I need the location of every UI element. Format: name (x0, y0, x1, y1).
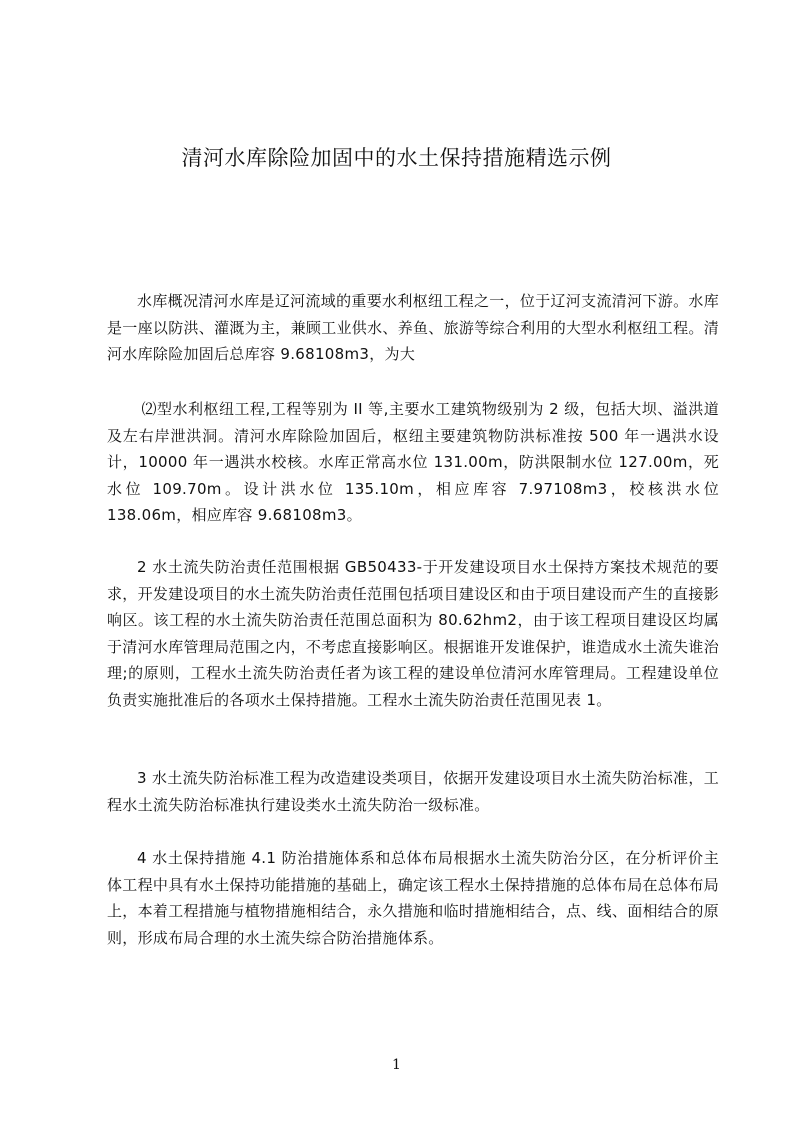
paragraph-responsibility-scope: 2 水土流失防治责任范围根据 GB50433-于开发建设项目水土保持方案技术规范的要求，开发建设项目的水土流失防治责任范围包括项目建设区和由于项目建设而产生的直接影响区。该工程的水土流失防治责任范围总面积为 80.62hm2，由于该工程项目建设区均属于清河水库管理局范围之内，不考虑直接影响区。根据谁开发谁保护，谁造成水土流失谁治理;的原则，工程水土流失防治责任者为该工程的建设单位清河水库管理局。工程建设单位负责实施批准后的各项水土保持措施。工程水土流失防治责任范围见表 1。 (107, 558, 720, 709)
paragraph-reservoir-overview: 水库概况清河水库是辽河流域的重要水利枢纽工程之一，位于辽河支流清河下游。水库是一座以防洪、灌溉为主，兼顾工业供水、养鱼、旅游等综合利用的大型水利枢纽工程。清河水库除险加固后总库容 9.68108m3，为大 (107, 292, 720, 363)
paragraph-conservation-measures: 4 水土保持措施 4.1 防治措施体系和总体布局根据水土流失防治分区，在分析评价主体工程中具有水土保持功能措施的基础上，确定该工程水土保持措施的总体布局在总体布局上，本着工程措施与植物措施相结合，永久措施和临时措施相结合，点、线、面相结合的原则，形成布局合理的水土流失综合防治措施体系。 (107, 849, 720, 947)
paragraph-project-grade: ⑵型水利枢纽工程,工程等别为 II 等,主要水工建筑物级别为 2 级，包括大坝、溢洪道及左右岸泄洪洞。清河水库除险加固后，枢纽主要建筑物防洪标准按 500 年一遇洪水设计，10000 年一遇洪水校核。水库正常高水位 131.00m，防洪限制水位 127.00m，死水位 109.70m。设计洪水位 135.10m，相应库容 7.97108m3，校核洪水位 138.06m，相应库容 9.68108m3。 (107, 400, 719, 524)
paragraph-prevention-standard: 3 水土流失防治标准工程为改造建设类项目，依据开发建设项目水土流失防治标准，工程水土流失防治标准执行建设类水土流失防治一级标准。 (107, 769, 719, 814)
document-title: 清河水库除险加固中的水土保持措施精选示例 (181, 146, 612, 170)
page-number: 1 (392, 1057, 401, 1073)
